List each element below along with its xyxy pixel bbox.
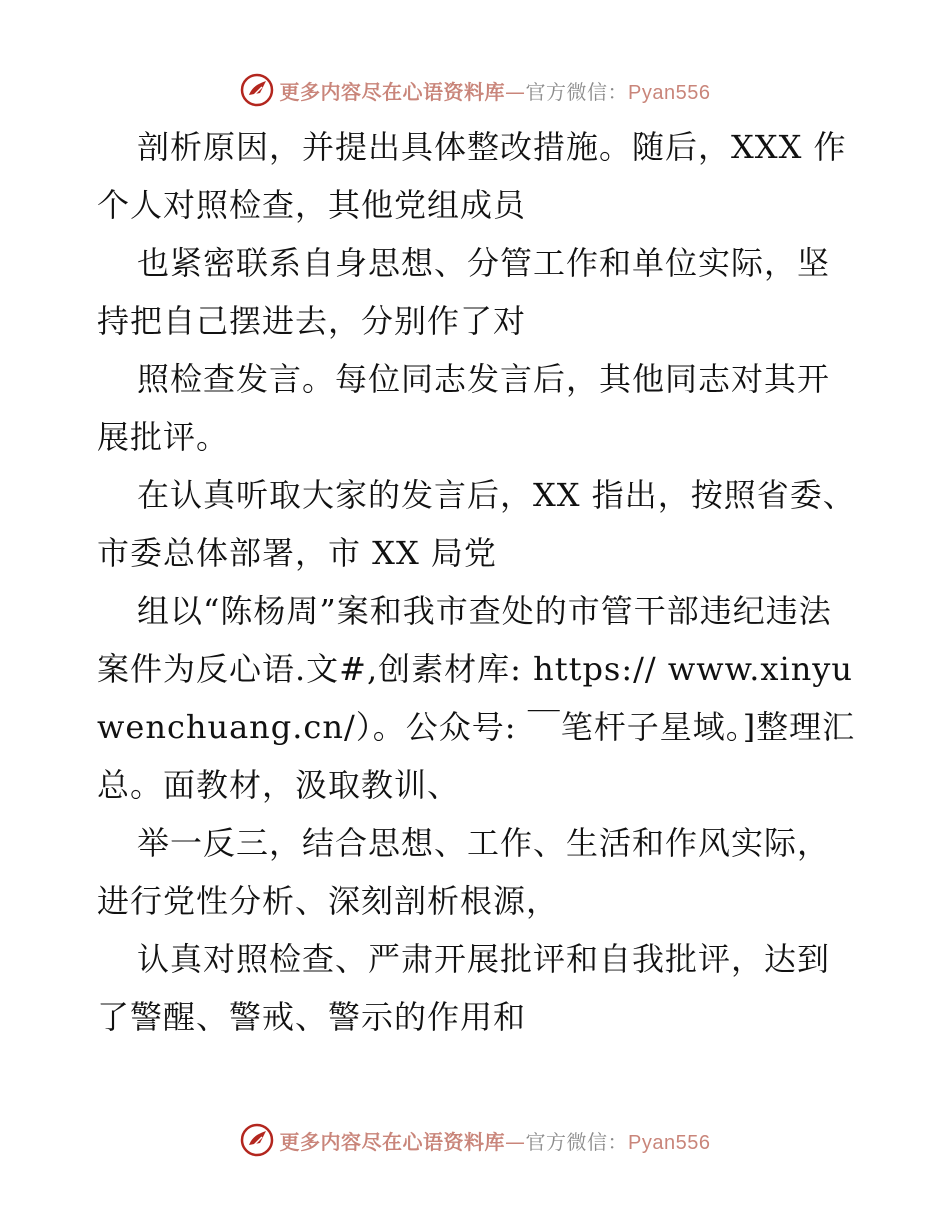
watermark-site-text: 更多内容尽在心语资料库 <box>279 79 506 104</box>
watermark-label: 官方微信： <box>525 79 629 104</box>
header-watermark <box>0 70 950 110</box>
paragraph-text: 剖析原因，并提出具体整改措施。随后，XXX 作个人对照检查，其他党组成员 <box>97 128 847 224</box>
watermark-text <box>280 76 711 105</box>
document-body <box>97 118 857 1046</box>
library-logo-icon <box>240 1123 274 1157</box>
paragraph <box>97 582 857 814</box>
paragraph <box>97 118 857 234</box>
paragraph-text: 组以“陈杨周”案和我市查处的市管干部违纪违法案件为反心语.文#,创素材库: https:// www.xinyuwenchuang.cn/）。公众号: ￣笔杆子星域。]整理汇总。面教材，汲取教训、 <box>97 592 856 804</box>
paragraph <box>97 814 857 930</box>
watermark-dash: — <box>505 79 526 104</box>
footer-watermark <box>0 1120 950 1160</box>
watermark-wechat-id: Pyan556 <box>628 1131 711 1154</box>
paragraph <box>97 350 857 466</box>
paragraph-text: 也紧密联系自身思想、分管工作和单位实际，坚持把自己摆进去，分别作了对 <box>97 244 831 340</box>
watermark-dash: — <box>505 1129 526 1154</box>
watermark-site-text: 更多内容尽在心语资料库 <box>279 1129 506 1154</box>
paragraph-text: 认真对照检查、严肃开展批评和自我批评，达到了警醒、警戒、警示的作用和 <box>97 940 831 1036</box>
paragraph <box>97 234 857 350</box>
library-logo-icon <box>240 73 274 107</box>
paragraph <box>97 466 857 582</box>
paragraph <box>97 930 857 1046</box>
paragraph-text: 照检查发言。每位同志发言后，其他同志对其开展批评。 <box>97 360 831 456</box>
paragraph-text: 在认真听取大家的发言后，XX 指出，按照省委、市委总体部署，市 XX 局党 <box>97 476 856 572</box>
watermark-text <box>280 1126 711 1155</box>
watermark-label: 官方微信： <box>525 1129 629 1154</box>
watermark-wechat-id: Pyan556 <box>628 81 711 104</box>
paragraph-text: 举一反三，结合思想、工作、生活和作风实际，进行党性分析、深刻剖析根源， <box>97 824 831 920</box>
